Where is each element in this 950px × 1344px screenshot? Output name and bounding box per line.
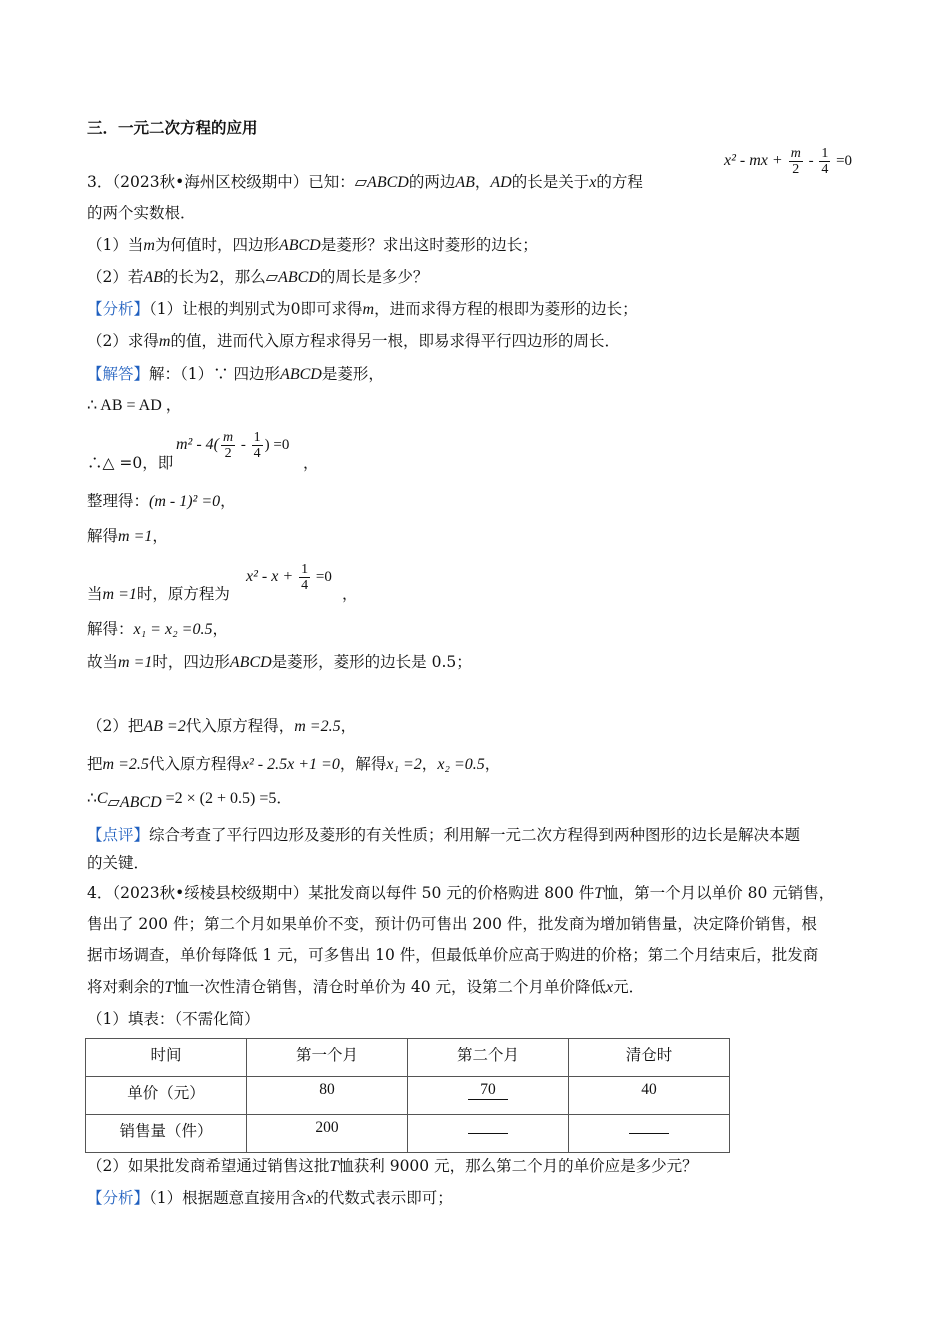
q3-when-equation: x² - x + $\frac{1}{4}$ =0 (246, 562, 332, 593)
table-header-row (86, 1039, 730, 1077)
q3-equation: x² - mx + $\frac{m}{2}$ - $\frac{1}{4}$ =0 (724, 146, 853, 177)
q4-analysis: 【分析】（1）根据题意直接用含x的代数式表示即可； (87, 1189, 453, 1207)
table-header-cell: 第一个月 (247, 1039, 408, 1077)
q4-line4: 将对剩余的T恤一次性清仓销售，清仓时单价为 40 元，设第二个月单价降低x元． (87, 978, 645, 996)
q3-delta-text: ∴△ =0，即 (87, 454, 174, 472)
q3-perimeter: $\therefore C_{▱ABCD} =2 \times (2 + 0.5) =5$． (87, 789, 292, 812)
q3-conclude: 故当m =1时，四边形ABCD是菱形，菱形的边长是 0.5； (87, 653, 472, 671)
q3-delta-end: ， (303, 454, 319, 472)
table-row (86, 1077, 730, 1115)
q3-analysis1: 【分析】（1）让根的判别式为0即可求得m，进而求得方程的根即为菱形的边长； (87, 300, 638, 318)
q3-analysis2: （2）求得m的值，进而代入原方程求得另一根，即易求得平行四边形的周长． (87, 332, 620, 350)
table-row (86, 1115, 730, 1153)
q3-part2-sol-b: 把m =2.5代入原方程得x² - 2.5x +1 =0，解得x₁ =2，x₂ =0.5， (87, 755, 501, 773)
q4-line1: 4．（2023秋•绥棱县校级期中）某批发商以每件 50 元的价格购进 800 件T恤，第一个月以单价 80 元销售， (87, 884, 835, 902)
q3-ab-eq-ad: ∴ AB = AD ， (87, 397, 182, 414)
q3-part2: （2）若AB的长为2，那么▱ABCD的周长是多少？ (87, 268, 429, 286)
q3-simplify: 整理得：(m - 1)² =0， (87, 492, 236, 510)
q3-line1: 3．（2023秋•海州区校级期中）已知：▱ABCD的两边AB，AD的长是关于x的方程 (87, 173, 643, 191)
q4-part2: （2）如果批发商希望通过销售这批T恤获利 9000 元，那么第二个月的单价应是多少元？ (87, 1157, 698, 1175)
q3-part2-sol-a: （2）把AB =2代入原方程得，m =2.5， (87, 717, 357, 735)
table-header-cell: 时间 (86, 1039, 247, 1077)
q3-delta-equation: m² - 4( $\frac{m}{2}$ - $\frac{1}{4}$ ) =0 (176, 430, 290, 461)
section-title: 三．一元二次方程的应用 (87, 118, 258, 137)
q3-comment2: 的关键． (87, 854, 150, 872)
table-cell: 200 (247, 1115, 408, 1153)
q3-m-eq-1: 解得m =1， (87, 527, 168, 545)
q4-part1: （1）填表：（不需化简） (87, 1010, 260, 1028)
q3-part1: （1）当m为何值时，四边形ABCD是菱形？求出这时菱形的边长； (87, 236, 538, 254)
table-row-label: 单价（元） (86, 1077, 247, 1115)
table-cell-blank (569, 1115, 730, 1153)
q3-when-end: ， (342, 585, 358, 603)
q3-line2: 的两个实数根． (87, 204, 196, 222)
q3-solution: 【解答】解：（1）∵ 四边形ABCD是菱形， (87, 365, 384, 383)
table-header-cell: 清仓时 (569, 1039, 730, 1077)
table-cell-blank (408, 1115, 569, 1153)
table-cell-blank: 70 (408, 1077, 569, 1115)
q3-when-text: 当m =1时，原方程为 (87, 585, 230, 603)
q4-table (85, 1038, 730, 1153)
table-row-label: 销售量（件） (86, 1115, 247, 1153)
q3-roots: 解得：x₁ = x₂ =0.5， (87, 620, 228, 638)
q4-line2: 售出了 200 件；第二个月如果单价不变，预计仍可售出 200 件，批发商为增加销售量，决定降价销售，根 (87, 915, 817, 933)
q4-line3: 据市场调查，单价每降低 1 元，可多售出 10 件，但最低单价应高于购进的价格；第二个月结束后，批发商 (87, 946, 819, 964)
table-cell: 40 (569, 1077, 730, 1115)
q3-comment1: 【点评】综合考查了平行四边形及菱形的有关性质；利用解一元二次方程得到两种图形的边长是解决本题 (87, 826, 801, 844)
table-cell: 80 (247, 1077, 408, 1115)
table-header-cell: 第二个月 (408, 1039, 569, 1077)
